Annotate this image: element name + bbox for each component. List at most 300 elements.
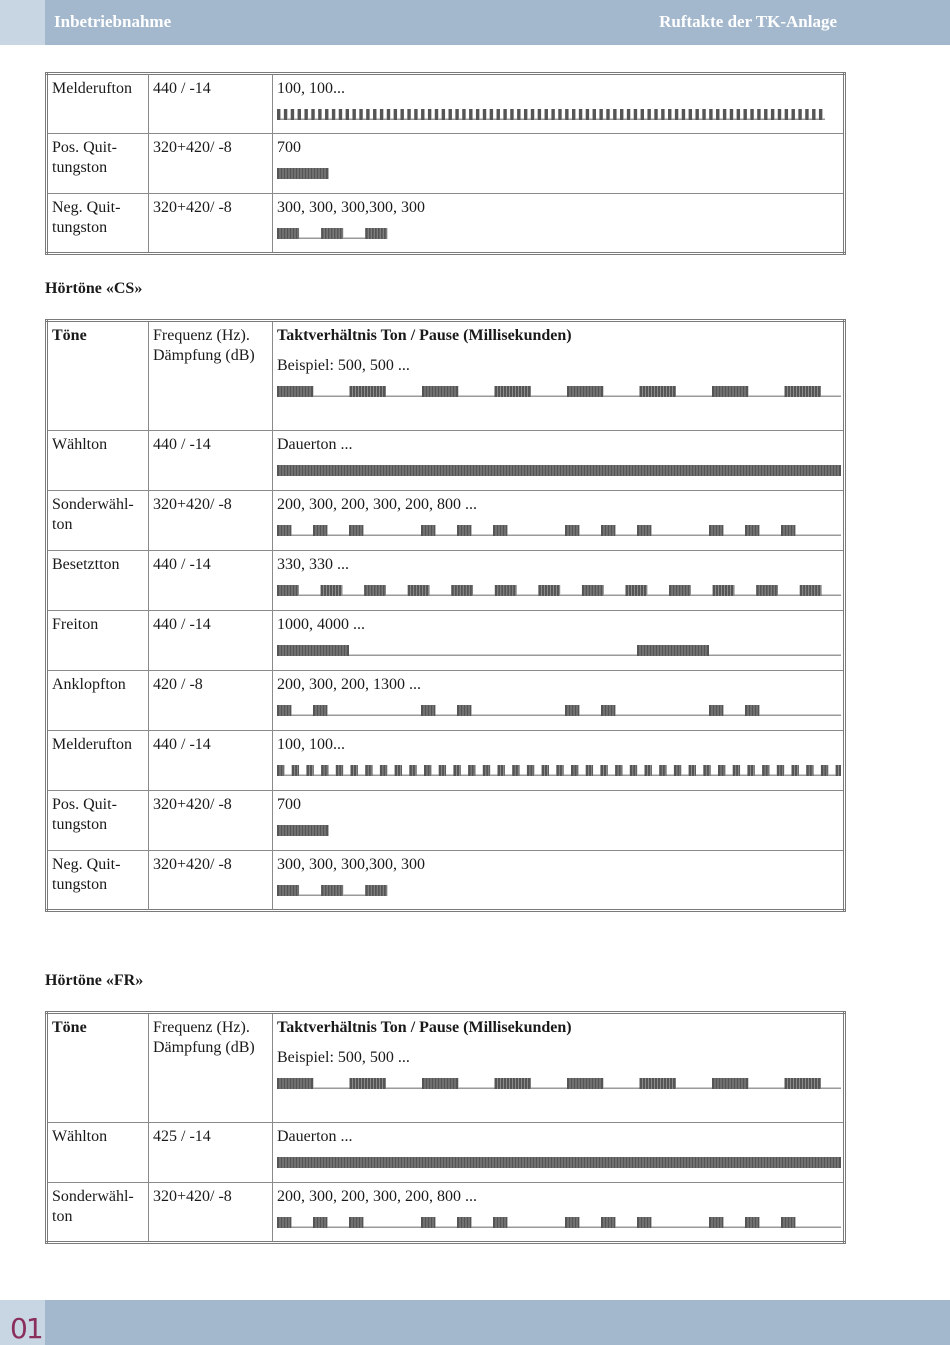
frequency-cell — [149, 134, 273, 194]
pause-segment — [322, 119, 325, 121]
pause-segment — [531, 1088, 567, 1090]
tone-name-cell — [47, 851, 149, 911]
pause-segment — [343, 775, 350, 777]
tone-segment — [510, 109, 513, 120]
tone-segment — [442, 109, 445, 120]
rhythm-cell — [273, 1183, 845, 1243]
tone-segment — [359, 109, 362, 120]
rhythm-cell — [273, 431, 845, 491]
tone-segment — [339, 109, 342, 120]
pause-segment — [821, 396, 841, 398]
tone-row — [47, 851, 845, 911]
pause-segment — [291, 535, 313, 537]
pause-segment — [579, 1227, 601, 1229]
tone-segment — [462, 109, 465, 120]
tone-name: Neg. Quit-tungston — [52, 856, 121, 893]
frequency-cell — [149, 491, 273, 551]
pause-segment — [520, 775, 527, 777]
tone-segment — [695, 109, 698, 120]
pause-segment — [383, 119, 386, 121]
tone-name: Freiton — [52, 616, 99, 633]
tone-segment — [661, 109, 664, 120]
pause-segment — [549, 775, 556, 777]
rhythm-text: 330, 330 ... — [277, 556, 349, 573]
tone-segment — [531, 109, 534, 120]
tone-name-cell — [47, 134, 149, 194]
pause-segment — [527, 119, 530, 121]
tone-segment — [709, 109, 712, 120]
frequency-cell — [149, 551, 273, 611]
pause-segment — [622, 775, 629, 777]
pause-segment — [386, 595, 408, 597]
tone-segment — [469, 109, 472, 120]
tone-segment — [798, 109, 801, 120]
header-cell-rhythm — [273, 1013, 845, 1123]
tone-rhythm-pattern — [277, 109, 825, 120]
pause-segment — [603, 1088, 639, 1090]
pause-segment — [814, 775, 821, 777]
tone-name-cell — [47, 611, 149, 671]
pause-segment — [740, 119, 743, 121]
tone-segment — [819, 109, 822, 120]
pause-segment — [363, 119, 366, 121]
tone-segment — [586, 109, 589, 120]
pause-segment — [569, 119, 572, 121]
tone-name: Anklopfton — [52, 676, 126, 693]
pause-segment — [349, 655, 637, 657]
pause-segment — [335, 119, 338, 121]
pause-segment — [759, 535, 781, 537]
pause-segment — [461, 775, 468, 777]
pause-segment — [822, 595, 842, 597]
tone-name: Pos. Quit-tungston — [52, 796, 117, 833]
section-heading-cs: Hörtöne «CS» — [45, 280, 143, 297]
pause-segment — [363, 535, 421, 537]
tone-name: Wählton — [52, 436, 108, 453]
pause-segment — [767, 119, 770, 121]
header-section-title: Ruftakte der TK-Anlage — [659, 12, 837, 31]
rhythm-text: Dauerton ... — [277, 436, 353, 453]
pause-segment — [342, 595, 364, 597]
tone-segment — [304, 109, 307, 120]
pause-segment — [386, 396, 422, 398]
tone-segment — [311, 109, 314, 120]
pause-segment — [517, 595, 539, 597]
pause-segment — [759, 1227, 781, 1229]
tone-segment — [483, 109, 486, 120]
tone-segment — [449, 109, 452, 120]
column-header-tones: Töne — [52, 1019, 87, 1036]
pause-segment — [615, 535, 637, 537]
pause-segment — [822, 119, 825, 121]
pause-segment — [589, 119, 592, 121]
pause-segment — [651, 535, 709, 537]
rhythm-cell — [273, 731, 845, 791]
pause-segment — [315, 119, 318, 121]
frequency-value: 440 / -14 — [153, 736, 211, 753]
pause-segment — [418, 119, 421, 121]
pause-segment — [342, 119, 345, 121]
pause-segment — [452, 119, 455, 121]
frequency-value: 320+420/ -8 — [153, 496, 232, 513]
pause-segment — [299, 775, 306, 777]
rhythm-cell — [273, 671, 845, 731]
pause-segment — [795, 1227, 841, 1229]
section-heading-fr: Hörtöne «FR» — [45, 972, 144, 989]
pause-segment — [691, 595, 713, 597]
tone-row — [47, 431, 845, 491]
pause-segment — [327, 715, 421, 717]
tone-segment — [538, 109, 541, 120]
pause-segment — [458, 1088, 494, 1090]
frequency-cell — [149, 1123, 273, 1183]
frequency-value: 320+420/ -8 — [153, 199, 232, 216]
tone-name-cell — [47, 551, 149, 611]
tone-name-cell — [47, 791, 149, 851]
tone-row — [47, 671, 845, 731]
tone-segment — [654, 109, 657, 120]
frequency-value: 320+420/ -8 — [153, 139, 232, 156]
tone-segment — [332, 109, 335, 120]
pause-segment — [370, 119, 373, 121]
pause-segment — [458, 396, 494, 398]
tone-segment — [599, 109, 602, 120]
tone-table-cs — [45, 319, 846, 912]
pause-segment — [284, 775, 291, 777]
pause-segment — [435, 715, 457, 717]
rhythm-cell — [273, 74, 845, 134]
frequency-value: 440 / -14 — [153, 556, 211, 573]
tone-name: Sonderwähl-ton — [52, 496, 134, 533]
tone-segment — [572, 109, 575, 120]
pause-segment — [475, 775, 482, 777]
tone-segment — [298, 109, 301, 120]
pause-segment — [562, 119, 565, 121]
tone-segment — [517, 109, 520, 120]
pause-segment — [816, 119, 819, 121]
pause-segment — [733, 119, 736, 121]
tone-segment — [380, 109, 383, 120]
pause-segment — [411, 119, 414, 121]
pause-segment — [404, 119, 407, 121]
tone-segment — [455, 109, 458, 120]
tone-segment — [805, 109, 808, 120]
pause-segment — [651, 1227, 709, 1229]
pause-segment — [560, 595, 582, 597]
tone-segment — [702, 109, 705, 120]
pause-segment — [294, 119, 297, 121]
pause-segment — [431, 119, 434, 121]
tone-segment — [737, 109, 740, 120]
pause-segment — [387, 775, 394, 777]
tone-segment — [325, 109, 328, 120]
frequency-value: 440 / -14 — [153, 80, 211, 97]
column-header-frequency: Frequenz (Hz). Dämpfung (dB) — [153, 327, 255, 364]
tone-segment — [743, 109, 746, 120]
pause-segment — [507, 1227, 565, 1229]
header-cell-tones — [47, 321, 149, 431]
pause-segment — [596, 119, 599, 121]
pause-segment — [531, 396, 567, 398]
pause-segment — [667, 775, 674, 777]
rhythm-cell — [273, 851, 845, 911]
pause-segment — [356, 119, 359, 121]
tone-segment — [352, 109, 355, 120]
tone-rhythm-pattern — [277, 228, 825, 239]
tone-segment — [634, 109, 637, 120]
pause-segment — [564, 775, 571, 777]
tone-segment — [387, 109, 390, 120]
pause-segment — [578, 775, 585, 777]
pause-segment — [681, 775, 688, 777]
pause-segment — [548, 119, 551, 121]
tone-rhythm-pattern — [277, 645, 841, 656]
pause-segment — [555, 119, 558, 121]
tone-row — [47, 74, 845, 134]
pause-segment — [327, 535, 349, 537]
tone-segment — [778, 109, 781, 120]
tone-segment — [277, 109, 280, 120]
pause-segment — [593, 775, 600, 777]
tone-name: Melderufton — [52, 80, 132, 97]
pause-segment — [299, 595, 321, 597]
pause-segment — [373, 775, 380, 777]
tone-segment — [565, 109, 568, 120]
tone-name-cell — [47, 731, 149, 791]
rhythm-cell — [273, 134, 845, 194]
tone-name-cell — [47, 74, 149, 134]
pause-segment — [459, 119, 462, 121]
pause-segment — [343, 895, 365, 897]
frequency-value: 425 / -14 — [153, 1128, 211, 1145]
pause-segment — [651, 119, 654, 121]
tone-segment — [627, 109, 630, 120]
pause-segment — [291, 1227, 313, 1229]
rhythm-cell — [273, 611, 845, 671]
frequency-value: 440 / -14 — [153, 616, 211, 633]
pause-segment — [299, 895, 321, 897]
header-chapter-title: Inbetriebnahme — [54, 12, 172, 31]
pause-segment — [603, 119, 606, 121]
tone-name-cell — [47, 671, 149, 731]
page-footer — [0, 1300, 950, 1345]
tone-segment — [318, 109, 321, 120]
pause-segment — [343, 238, 365, 240]
tone-segment — [524, 109, 527, 120]
pause-segment — [795, 119, 798, 121]
column-header-row — [47, 1013, 845, 1123]
pause-segment — [435, 535, 457, 537]
tone-segment — [716, 109, 719, 120]
pause-segment — [769, 775, 776, 777]
tone-name: Wählton — [52, 1128, 108, 1145]
header-cell-tones — [47, 1013, 149, 1123]
tone-rhythm-pattern — [277, 1078, 841, 1089]
tone-segment — [647, 109, 650, 120]
pause-segment — [676, 396, 712, 398]
pause-segment — [582, 119, 585, 121]
tone-rhythm-pattern — [277, 168, 825, 179]
pause-segment — [521, 119, 524, 121]
pause-segment — [390, 119, 393, 121]
pause-segment — [291, 715, 313, 717]
pause-segment — [748, 1088, 784, 1090]
tone-segment — [428, 109, 431, 120]
frequency-cell — [149, 791, 273, 851]
tone-row — [47, 551, 845, 611]
pause-segment — [799, 775, 806, 777]
frequency-value: 320+420/ -8 — [153, 856, 232, 873]
pause-segment — [637, 775, 644, 777]
tone-name: Neg. Quit-tungston — [52, 199, 121, 236]
rhythm-cell — [273, 791, 845, 851]
pause-segment — [723, 715, 745, 717]
tone-segment — [551, 109, 554, 120]
pause-segment — [699, 119, 702, 121]
pause-segment — [534, 775, 541, 777]
tone-name-cell — [47, 1183, 149, 1243]
tone-rhythm-pattern — [277, 705, 841, 716]
pause-segment — [328, 119, 331, 121]
rhythm-text: 300, 300, 300,300, 300 — [277, 199, 425, 216]
tone-segment — [689, 109, 692, 120]
tone-rhythm-pattern — [277, 585, 841, 596]
tone-row — [47, 791, 845, 851]
tone-segment — [771, 109, 774, 120]
pause-segment — [534, 119, 537, 121]
rhythm-cell — [273, 551, 845, 611]
tone-segment — [668, 109, 671, 120]
tone-segment — [277, 168, 328, 179]
frequency-cell — [149, 194, 273, 254]
pause-segment — [603, 396, 639, 398]
tone-segment — [750, 109, 753, 120]
pause-segment — [615, 1227, 637, 1229]
pause-segment — [630, 119, 633, 121]
frequency-value: 440 / -14 — [153, 436, 211, 453]
pause-segment — [608, 775, 615, 777]
header-cell-rhythm — [273, 321, 845, 431]
rhythm-cell — [273, 194, 845, 254]
pause-segment — [473, 595, 495, 597]
tone-segment — [606, 109, 609, 120]
tone-row — [47, 1183, 845, 1243]
tone-segment — [593, 109, 596, 120]
pause-segment — [778, 595, 800, 597]
frequency-cell — [149, 431, 273, 491]
pause-segment — [755, 775, 762, 777]
pause-segment — [802, 119, 805, 121]
rhythm-text: 200, 300, 200, 300, 200, 800 ... — [277, 496, 477, 513]
pause-segment — [740, 775, 747, 777]
tone-rhythm-pattern — [277, 825, 841, 836]
tone-name: Pos. Quit-tungston — [52, 139, 117, 176]
pause-segment — [327, 1227, 349, 1229]
pause-segment — [652, 775, 659, 777]
rhythm-text: 200, 300, 200, 1300 ... — [277, 676, 421, 693]
pause-segment — [438, 119, 441, 121]
rhythm-text: 300, 300, 300,300, 300 — [277, 856, 425, 873]
pause-segment — [658, 119, 661, 121]
rhythm-text: Dauerton ... — [277, 1128, 353, 1145]
tone-row — [47, 134, 845, 194]
tone-segment — [764, 109, 767, 120]
pause-segment — [774, 119, 777, 121]
pause-segment — [466, 119, 469, 121]
pause-segment — [754, 119, 757, 121]
rhythm-text: 100, 100... — [277, 80, 345, 97]
pause-segment — [579, 535, 601, 537]
frequency-cell — [149, 74, 273, 134]
tone-name-cell — [47, 431, 149, 491]
pause-segment — [500, 119, 503, 121]
tone-segment — [730, 109, 733, 120]
pause-segment — [788, 119, 791, 121]
tone-segment — [346, 109, 349, 120]
tone-name-cell — [47, 491, 149, 551]
pause-segment — [644, 119, 647, 121]
tone-name: Besetztton — [52, 556, 120, 573]
column-header-tones: Töne — [52, 327, 87, 344]
tone-rhythm-pattern — [277, 1217, 841, 1228]
tone-segment — [476, 109, 479, 120]
pause-segment — [471, 535, 493, 537]
column-header-rhythm: Taktverhältnis Ton / Pause (Millisekunden) — [277, 1019, 572, 1036]
pause-segment — [490, 775, 497, 777]
pause-segment — [821, 1088, 841, 1090]
pause-segment — [726, 119, 729, 121]
tone-row — [47, 611, 845, 671]
pause-segment — [579, 715, 601, 717]
frequency-value: 420 / -8 — [153, 676, 203, 693]
tone-segment — [558, 109, 561, 120]
pause-segment — [713, 119, 716, 121]
tone-segment — [785, 109, 788, 120]
pause-segment — [313, 1088, 349, 1090]
tone-rhythm-pattern — [277, 386, 841, 397]
pause-segment — [328, 775, 335, 777]
pause-segment — [435, 1227, 457, 1229]
rhythm-cell — [273, 1123, 845, 1183]
pause-segment — [358, 775, 365, 777]
rhythm-text: 700 — [277, 139, 301, 156]
pause-segment — [610, 119, 613, 121]
tone-segment — [497, 109, 500, 120]
example-text: Beispiel: 500, 500 ... — [277, 357, 410, 374]
pause-segment — [734, 595, 756, 597]
frequency-cell — [149, 731, 273, 791]
pause-segment — [696, 775, 703, 777]
pause-segment — [541, 119, 544, 121]
tone-row — [47, 1123, 845, 1183]
pause-segment — [647, 595, 669, 597]
frequency-cell — [149, 851, 273, 911]
pause-segment — [417, 775, 424, 777]
tone-name: Melderufton — [52, 736, 132, 753]
header-corner-block — [0, 0, 45, 45]
pause-segment — [671, 119, 674, 121]
continued-tone-table — [45, 72, 846, 255]
pause-segment — [349, 119, 352, 121]
tone-segment — [723, 109, 726, 120]
pause-segment — [575, 119, 578, 121]
pause-segment — [723, 1227, 745, 1229]
pause-segment — [505, 775, 512, 777]
column-header-frequency: Frequenz (Hz). Dämpfung (dB) — [153, 1019, 255, 1056]
tone-segment — [407, 109, 410, 120]
tone-segment — [757, 109, 760, 120]
tone-row — [47, 194, 845, 254]
